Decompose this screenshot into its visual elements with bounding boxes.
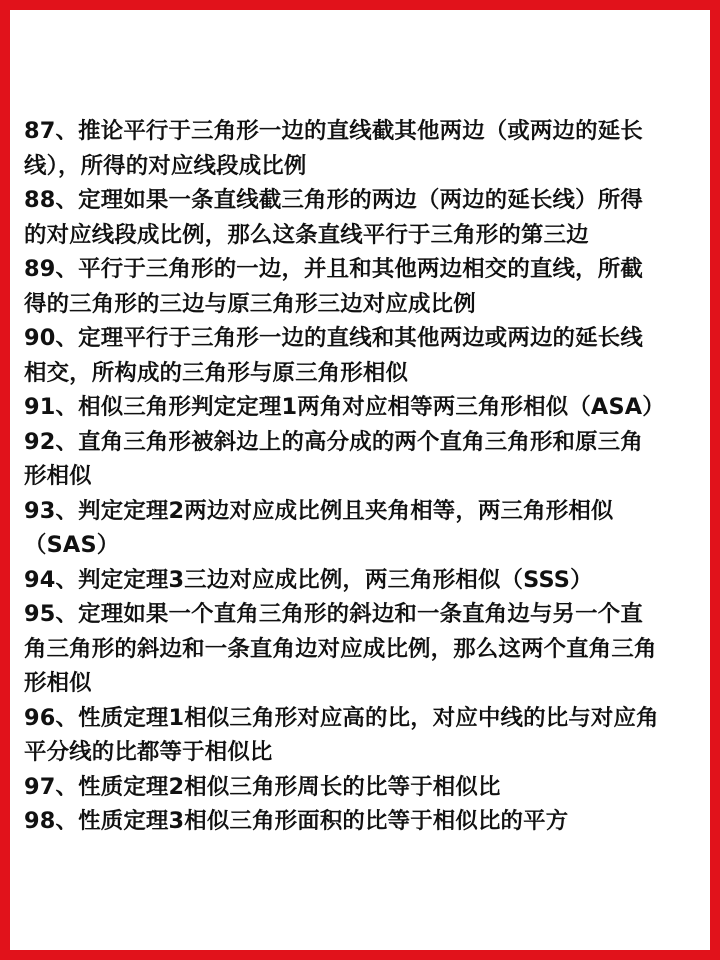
text-line-88b: 的对应线段成比例，那么这条直线平行于三角形的第三边 — [24, 221, 589, 248]
text-line-98: 98、性质定理3相似三角形面积的比等于相似比的平方 — [24, 808, 569, 834]
text-line-89b: 得的三角形的三边与原三角形三边对应成比例 — [24, 290, 476, 317]
text-line-95a: 95、定理如果一个直角三角形的斜边和一条直角边与另一个直 — [24, 601, 643, 627]
text-line-90b: 相交，所构成的三角形与原三角形相似 — [24, 359, 409, 386]
text-line-92a: 92、直角三角形被斜边上的高分成的两个直角三角形和原三角 — [24, 428, 643, 455]
text-line-96b: 平分线的比都等于相似比 — [24, 739, 273, 765]
text-line-95c: 形相似 — [24, 670, 92, 696]
text-line-95b: 角三角形的斜边和一条直角边对应成比例，那么这两个直角三角 — [24, 635, 657, 662]
text-line-93b: （SAS） — [24, 532, 120, 558]
text-line-87a: 87、推论平行于三角形一边的直线截其他两边（或两边的延长 — [24, 118, 643, 144]
text-line-92b: 形相似 — [24, 463, 92, 489]
theorem-list — [24, 114, 700, 839]
text-line-96a: 96、性质定理1相似三角形对应高的比，对应中线的比与对应角 — [24, 704, 659, 731]
text-line-88a: 88、定理如果一条直线截三角形的两边（两边的延长线）所得 — [24, 187, 643, 213]
text-line-94: 94、判定定理3三边对应成比例，两三角形相似（SSS） — [24, 566, 593, 593]
text-line-91: 91、相似三角形判定定理1两角对应相等两三角形相似（ASA） — [24, 394, 665, 420]
text-line-93a: 93、判定定理2两边对应成比例且夹角相等，两三角形相似 — [24, 497, 614, 524]
text-line-97: 97、性质定理2相似三角形周长的比等于相似比 — [24, 773, 501, 800]
text-line-90a: 90、定理平行于三角形一边的直线和其他两边或两边的延长线 — [24, 325, 643, 351]
text-line-87b: 线），所得的对应线段成比例 — [24, 152, 307, 179]
text-line-89a: 89、平行于三角形的一边，并且和其他两边相交的直线，所截 — [24, 256, 643, 282]
